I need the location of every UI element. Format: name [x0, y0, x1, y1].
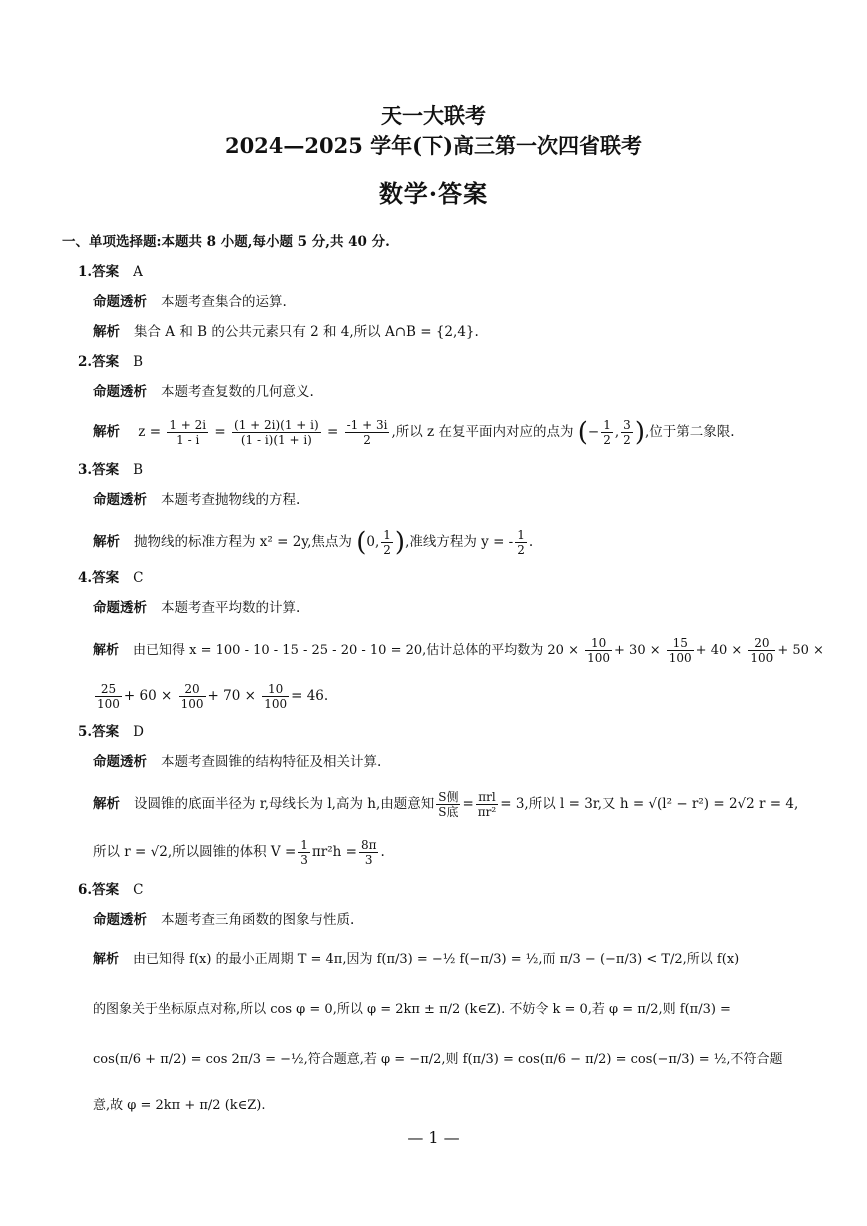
q3-intent: 本题考查抛物线的方程. [161, 492, 301, 508]
q4-answer: C [133, 570, 144, 586]
q2-number: 2. [78, 354, 93, 370]
answer-label: 答案 [92, 882, 120, 898]
q5-volume: $\frac{8\pi}{3}$ [360, 838, 377, 867]
q3-focus-x: 0, [366, 534, 380, 550]
answer-label: 答案 [92, 264, 120, 280]
q5-answer-line [78, 722, 144, 742]
intent-label: 命题透析 [93, 384, 147, 400]
q1-analysis: 集合 A 和 B 的公共元素只有 2 和 4,所以 A∩B = {2,4}. [134, 324, 479, 340]
q2-analysis-mid: ,所以 z 在复平面内对应的点为 [391, 424, 574, 440]
q5-analysis-a: 设圆锥的底面半径为 r,母线长为 l,高为 h,由题意知 [134, 796, 435, 812]
q4-fraction-1: $\frac{10}{100}$ [587, 636, 611, 665]
q6-analysis-line-4 [93, 1096, 266, 1116]
q6-analysis-1: 由已知得 f(x) 的最小正周期 T = 4π,因为 f(π/3) = −½ f(−π/3) = ½,而 π/3 − (−π/3) < T/2,所以 f(x) [133, 952, 740, 967]
analysis-label: 解析 [93, 324, 120, 340]
q6-analysis-2: 的图象关于坐标原点对称,所以 cos φ = 0,所以 φ = 2kπ ± π/2 (k∈Z). 不妨令 k = 0,若 φ = π/2,则 f(π/3) = [93, 1002, 731, 1017]
q2-z: z = [138, 424, 162, 440]
q3-answer: B [133, 462, 144, 478]
q4-term: + 30 × [614, 643, 661, 658]
q6-answer-line [78, 880, 143, 900]
analysis-label: 解析 [93, 643, 120, 658]
q4-term: + 40 × [695, 643, 743, 658]
q4-term: + 50 × [777, 643, 824, 658]
q4-intent: 本题考查平均数的计算. [161, 600, 301, 616]
page-number: — 1 — [407, 1128, 460, 1147]
intent-label: 命题透析 [93, 492, 147, 508]
q2-fraction-1: $\frac{1 + 2i}{1 - i}$ [169, 418, 207, 447]
section-heading: 一、单项选择题:本题共 8 小题,每小题 5 分,共 40 分. [62, 234, 390, 250]
q4-term: + 60 × [123, 688, 173, 704]
q3-end: . [528, 534, 534, 550]
q6-analysis-line-3 [93, 1050, 783, 1070]
intent-label: 命题透析 [93, 294, 147, 310]
q5-third: $\frac{1}{3}$ [300, 838, 308, 867]
q5-end: . [380, 844, 385, 860]
q5-analysis-line-2 [93, 838, 385, 867]
q1-number: 1. [78, 264, 93, 280]
answer-label: 答案 [92, 462, 120, 478]
q2-point-y: $\frac{3}{2}$ [623, 418, 631, 447]
intent-label: 命题透析 [93, 912, 147, 928]
q4-answer-line [78, 568, 143, 588]
answer-label: 答案 [92, 354, 120, 370]
answer-label: 答案 [92, 724, 120, 740]
exam-session-title: 2024—2025 学年(下)高三第一次四省联考 [224, 133, 643, 158]
q5-analysis-line [93, 790, 798, 819]
q6-number: 6. [78, 882, 93, 898]
equals-sign: = [462, 796, 474, 812]
q4-analysis-line [93, 636, 824, 665]
q2-answer: B [133, 354, 144, 370]
exam-org-title: 天一大联考 [381, 103, 486, 128]
q4-analysis-line-2 [93, 682, 328, 711]
q1-intent: 本题考查集合的运算. [161, 294, 287, 310]
q1-answer: A [133, 264, 143, 280]
q4-term: + 70 × [207, 688, 256, 704]
q4-fraction-5: $\frac{20}{100}$ [180, 682, 204, 711]
q2-analysis-line: 解析 z = $\frac{1 + 2i}{1 - i}$ = $\frac{(1 + 2i)(1 + i)}{(1 - i)(1 + i)}$ = $\frac{-1 + 3i}{2}$ ,所以 z 在复平面内对应的点为 (− $\frac{1}{2}$ , $\frac{3}{2}$ ),位于第二象限. [93, 417, 735, 448]
q3-directrix: $\frac{1}{2}$ [517, 528, 525, 557]
q3-intent-line [93, 490, 300, 510]
q4-fraction-2: $\frac{15}{100}$ [668, 636, 692, 665]
q6-analysis-4: 意,故 φ = 2kπ + π/2 (k∈Z). [93, 1098, 266, 1113]
q5-analysis-d: πr²h = [311, 844, 357, 860]
q6-analysis-3: cos(π/6 + π/2) = cos 2π/3 = −½,符合题意,若 φ = −π/2,则 f(π/3) = cos(π/6 − π/2) = cos(−π/3) = ½,不符合题 [93, 1052, 783, 1067]
q6-intent-line [93, 910, 354, 930]
q1-intent-line [93, 292, 287, 312]
q3-number: 3. [78, 462, 93, 478]
q3-analysis-b: ,准线方程为 y = - [405, 534, 514, 550]
analysis-label: 解析 [93, 534, 120, 550]
q2-analysis-tail: ,位于第二象限. [644, 424, 735, 440]
intent-label: 命题透析 [93, 600, 147, 616]
answer-label: 答案 [92, 570, 120, 586]
q1-answer-line [78, 262, 143, 282]
q2-fraction-2: $\frac{(1 + 2i)(1 + i)}{(1 - i)(1 + i)}$ [234, 418, 319, 447]
q4-analysis-a: 由已知得 x = 100 - 10 - 15 - 25 - 20 - 10 = 20,估计总体的平均数为 20 × [133, 643, 579, 658]
q5-area-formula: $\frac{\text{πrl}}{\text{πr²}}$ [477, 790, 497, 819]
q5-answer: D [133, 724, 144, 740]
q2-fraction-3: $\frac{-1 + 3i}{2}$ [346, 418, 388, 447]
q5-intent-line [93, 752, 381, 772]
q3-answer-line [78, 460, 143, 480]
q4-fraction-3: $\frac{20}{100}$ [750, 636, 774, 665]
q5-intent: 本题考查圆锥的结构特征及相关计算. [161, 754, 382, 770]
q5-area-ratio: $\frac{\text{S侧}}{\text{S底}}$ [438, 790, 459, 819]
q2-point-x: $\frac{1}{2}$ [603, 418, 611, 447]
q3-analysis-a: 抛物线的标准方程为 x² = 2y,焦点为 [134, 534, 352, 550]
q4-fraction-4: $\frac{25}{100}$ [97, 682, 120, 711]
q4-fraction-6: $\frac{10}{100}$ [264, 682, 288, 711]
q6-answer: C [133, 882, 144, 898]
equals-sign: = [214, 424, 226, 440]
q4-result: = 46. [291, 688, 329, 704]
q6-analysis-line-1 [93, 950, 739, 970]
q6-analysis-line-2 [93, 1000, 731, 1020]
q1-analysis-line [93, 322, 479, 342]
q5-analysis-b: = 3,所以 l = 3r,又 h = √(l² − r²) = 2√2 r = 4, [500, 796, 799, 812]
intent-label: 命题透析 [93, 754, 147, 770]
q3-focus-y: $\frac{1}{2}$ [383, 528, 391, 557]
q4-intent-line [93, 598, 300, 618]
q5-analysis-c: 所以 r = √2,所以圆锥的体积 V = [93, 844, 297, 860]
subject-title: 数学·答案 [378, 179, 489, 208]
analysis-label: 解析 [93, 796, 120, 812]
q6-intent: 本题考查三角函数的图象与性质. [161, 912, 355, 928]
equals-sign: = [327, 424, 339, 440]
q4-number: 4. [78, 570, 93, 586]
q2-intent: 本题考查复数的几何意义. [161, 384, 314, 400]
q5-number: 5. [78, 724, 93, 740]
q3-analysis-line: 解析 抛物线的标准方程为 x² = 2y,焦点为 (0, $\frac{1}{2}$ ),准线方程为 y = - $\frac{1}{2}$ . [93, 527, 534, 558]
analysis-label: 解析 [93, 424, 120, 440]
q2-answer-line [78, 352, 143, 372]
q2-intent-line [93, 382, 314, 402]
analysis-label: 解析 [93, 952, 120, 967]
